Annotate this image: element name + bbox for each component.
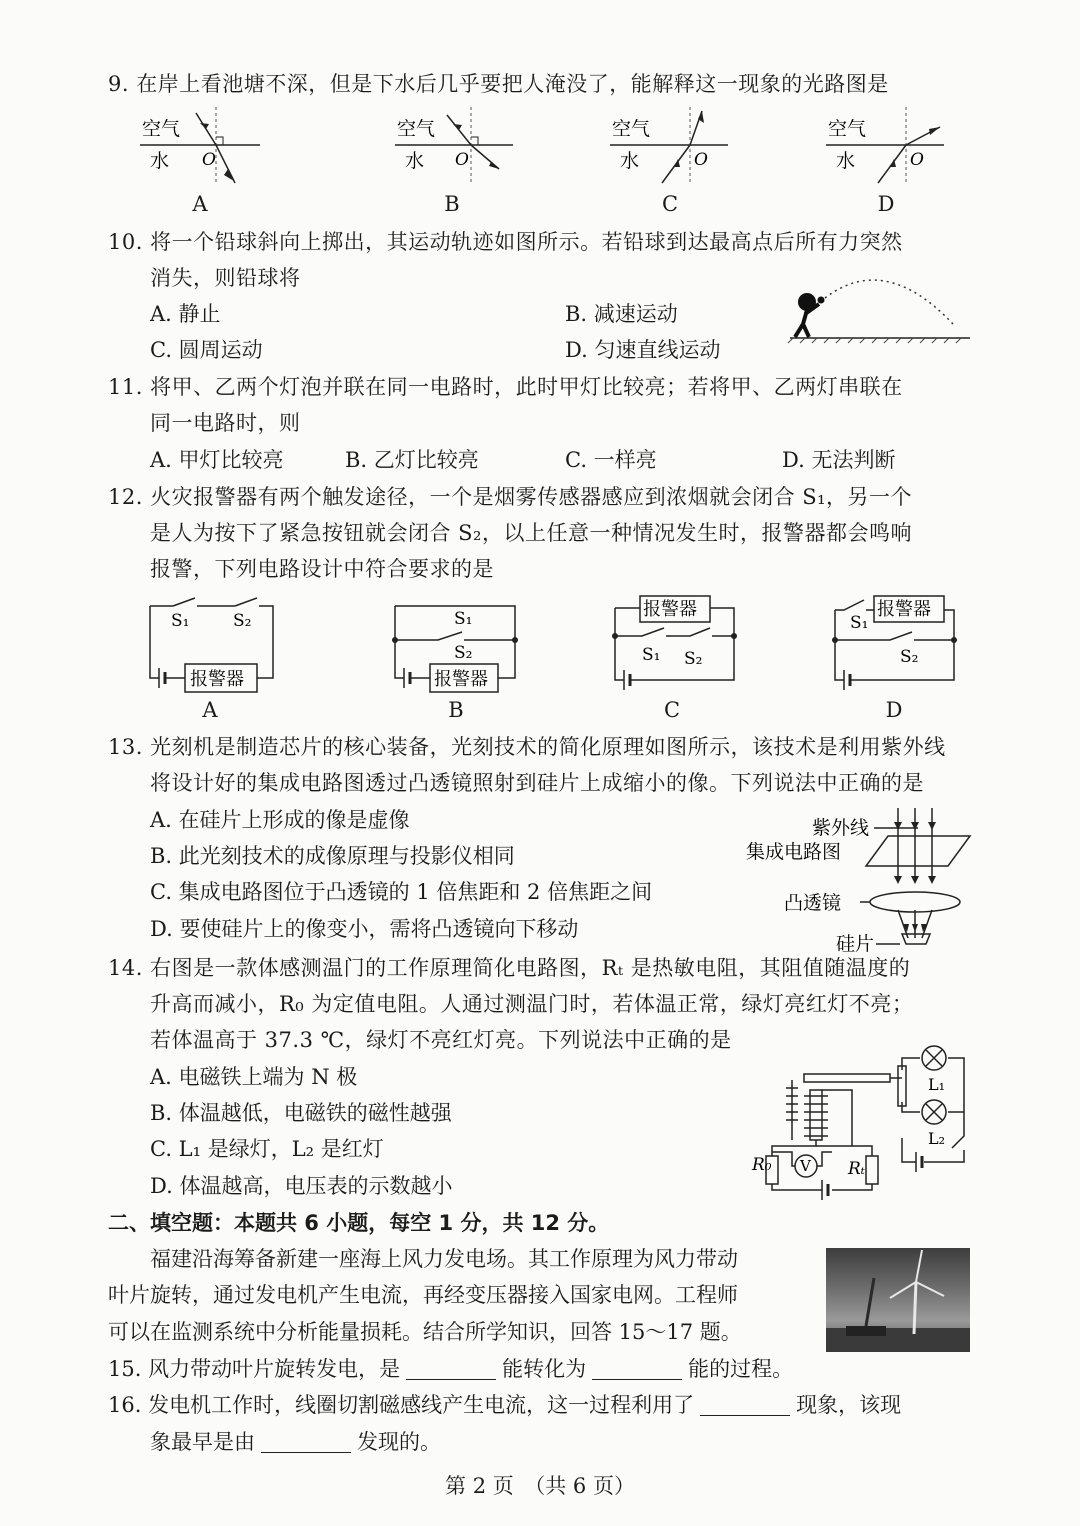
wind-farm-photo (826, 1248, 970, 1352)
q14-fig-rt: Rₜ (848, 1159, 865, 1179)
q15-part-b: 能转化为 (502, 1357, 587, 1381)
q9-label-c: C (661, 192, 679, 216)
q14-option-a: A. 电磁铁上端为 N 极 (150, 1065, 358, 1089)
q10-stem-line2: 消失，则铅球将 (150, 266, 301, 290)
q9-label-a: A (192, 192, 208, 216)
q14-stem-line1: 14. 右图是一款体感测温门的工作原理简化电路图，Rₜ 是热敏电阻，其阻值随温度的 (108, 956, 911, 980)
page-footer: 第 2 页 （共 6 页） (445, 1474, 635, 1498)
q12-d-alarm: 报警器 (877, 599, 931, 620)
q12-b-s2: S₂ (454, 643, 473, 663)
q10-option-a: A. 静止 (150, 302, 221, 326)
q9-label-d: D (877, 192, 895, 216)
q9-b-air: 空气 (397, 118, 436, 140)
q16-part-c: 象最早是由 (150, 1430, 255, 1454)
q9-a-air: 空气 (142, 118, 181, 140)
q10-stem-line1: 10. 将一个铅球斜向上掷出，其运动轨迹如图所示。若铅球到达最高点后所有力突然 (108, 230, 903, 254)
q14-fig-v: V (800, 1157, 811, 1175)
q12-a-s1: S₁ (171, 611, 190, 631)
q9-b-water: 水 (405, 150, 425, 172)
q12-a-alarm: 报警器 (190, 669, 244, 690)
q12-c-s2: S₂ (684, 649, 703, 669)
q15-blank-2[interactable] (592, 1355, 682, 1380)
q12-stem-line1: 12. 火灾报警器有两个触发途径，一个是烟雾传感器感应到浓烟就会闭合 S₁，另一个 (108, 485, 913, 509)
q9-d-air: 空气 (828, 118, 867, 140)
q14-stem-line2: 升高而减小，R₀ 为定值电阻。人通过测温门时，若体温正常，绿灯亮红灯不亮； (150, 992, 914, 1016)
q9-stem: 9. 在岸上看池塘不深，但是下水后几乎要把人淹没了，能解释这一现象的光路图是 (108, 72, 889, 96)
q9-label-b: B (444, 192, 460, 216)
q16-blank-2[interactable] (261, 1428, 351, 1453)
q11-option-a: A. 甲灯比较亮 (150, 448, 284, 472)
q14-fig-l2: L₂ (928, 1129, 946, 1148)
q13-fig-circuit: 集成电路图 (746, 841, 842, 863)
section2-intro-line3: 可以在监测系统中分析能量损耗。结合所学知识，回答 15～17 题。 (108, 1320, 742, 1344)
q12-b-alarm: 报警器 (434, 669, 488, 690)
q13-option-a: A. 在硅片上形成的像是虚像 (150, 808, 410, 832)
section2-intro-line2: 叶片旋转，通过发电机产生电流，再经变压器接入国家电网。工程师 (108, 1283, 738, 1307)
q13-fig-wafer: 硅片 (836, 933, 875, 955)
q15-stem (108, 1351, 793, 1387)
q9-diagram-a (140, 105, 270, 190)
q9-c-water: 水 (620, 150, 640, 172)
q12-c-alarm: 报警器 (643, 599, 697, 620)
q14-stem-line3: 若体温高于 37.3 ℃，绿灯不亮红灯亮。下列说法中正确的是 (150, 1028, 732, 1052)
q13-fig-uv: 紫外线 (812, 817, 870, 839)
q11-stem-line1: 11. 将甲、乙两个灯泡并联在同一电路时，此时甲灯比较亮；若将甲、乙两灯串联在 (108, 375, 903, 399)
q9-a-o: O (202, 150, 216, 170)
q12-d-s2: S₂ (900, 647, 919, 667)
q9-diagram-b (395, 105, 525, 190)
q12-circuit-b (390, 600, 525, 700)
q12-d-s1: S₁ (850, 613, 869, 633)
wind-turbine-icon (826, 1248, 970, 1352)
q12-label-c: C (663, 698, 681, 722)
q10-option-d: D. 匀速直线运动 (565, 338, 721, 362)
q14-option-d: D. 体温越高，电压表的示数越小 (150, 1174, 453, 1198)
q12-stem-line3: 报警，下列电路设计中符合要求的是 (150, 557, 494, 581)
q9-c-air: 空气 (612, 118, 651, 140)
q9-a-water: 水 (150, 150, 170, 172)
q12-stem-line2: 是人为按下了紧急按钮就会闭合 S₂，以上任意一种情况发生时，报警器都会鸣响 (150, 521, 912, 545)
q13-stem-line1: 13. 光刻机是制造芯片的核心装备，光刻技术的简化原理如图所示，该技术是利用紫外线 (108, 735, 946, 759)
q10-option-b: B. 减速运动 (565, 302, 678, 326)
q9-d-water: 水 (836, 150, 856, 172)
q14-circuit-figure (752, 1040, 972, 1200)
q16-blank-1[interactable] (700, 1391, 790, 1416)
q14-fig-r0: R₀ (752, 1155, 772, 1175)
q10-trajectory-figure (785, 262, 975, 344)
q9-d-o: O (910, 150, 924, 170)
q12-a-s2: S₂ (233, 611, 252, 631)
q15-part-c: 能的过程。 (688, 1357, 794, 1381)
q12-label-a: A (202, 698, 218, 722)
q16-part-b: 现象，该现 (796, 1393, 902, 1417)
q9-diagram-c (610, 105, 740, 190)
q13-option-b: B. 此光刻技术的成像原理与投影仪相同 (150, 844, 515, 868)
q12-label-d: D (885, 698, 903, 722)
q11-option-d: D. 无法判断 (782, 448, 896, 472)
q15-blank-1[interactable] (406, 1355, 496, 1380)
q13-lithography-figure (740, 806, 975, 956)
q13-option-d: D. 要使硅片上的像变小，需将凸透镜向下移动 (150, 917, 579, 941)
q9-diagram-d (826, 105, 956, 190)
q12-circuit-d (830, 594, 960, 694)
q14-option-b: B. 体温越低，电磁铁的磁性越强 (150, 1101, 452, 1125)
q14-fig-l1: L₁ (928, 1075, 946, 1094)
section2-intro-line1: 福建沿海筹备新建一座海上风力发电场。其工作原理为风力带动 (150, 1247, 738, 1271)
q12-label-b: B (448, 698, 464, 722)
q14-option-c: C. L₁ 是绿灯，L₂ 是红灯 (150, 1137, 384, 1161)
q13-fig-lens: 凸透镜 (784, 892, 842, 914)
q12-b-s1: S₁ (454, 609, 473, 629)
q13-option-c: C. 集成电路图位于凸透镜的 1 倍焦距和 2 倍焦距之间 (150, 880, 653, 904)
q11-stem-line2: 同一电路时，则 (150, 411, 301, 435)
q16-part-a: 16. 发电机工作时，线圈切割磁感线产生电流，这一过程利用了 (108, 1393, 695, 1417)
q16-part-d: 发现的。 (357, 1430, 441, 1454)
q15-part-a: 15. 风力带动叶片旋转发电，是 (108, 1357, 401, 1381)
q11-option-c: C. 一样亮 (565, 448, 657, 472)
q12-circuit-a (145, 596, 280, 696)
q12-c-s1: S₁ (642, 645, 661, 665)
section2-title: 二、填空题：本题共 6 小题，每空 1 分，共 12 分。 (108, 1211, 610, 1235)
q9-c-o: O (694, 150, 708, 170)
q11-option-b: B. 乙灯比较亮 (345, 448, 479, 472)
q10-option-c: C. 圆周运动 (150, 338, 263, 362)
q12-circuit-c (610, 594, 740, 694)
q16-stem-line2 (150, 1424, 441, 1460)
q13-stem-line2: 将设计好的集成电路图透过凸透镜照射到硅片上成缩小的像。下列说法中正确的是 (150, 771, 924, 795)
q9-b-o: O (455, 150, 469, 170)
q16-stem-line1 (108, 1387, 901, 1423)
